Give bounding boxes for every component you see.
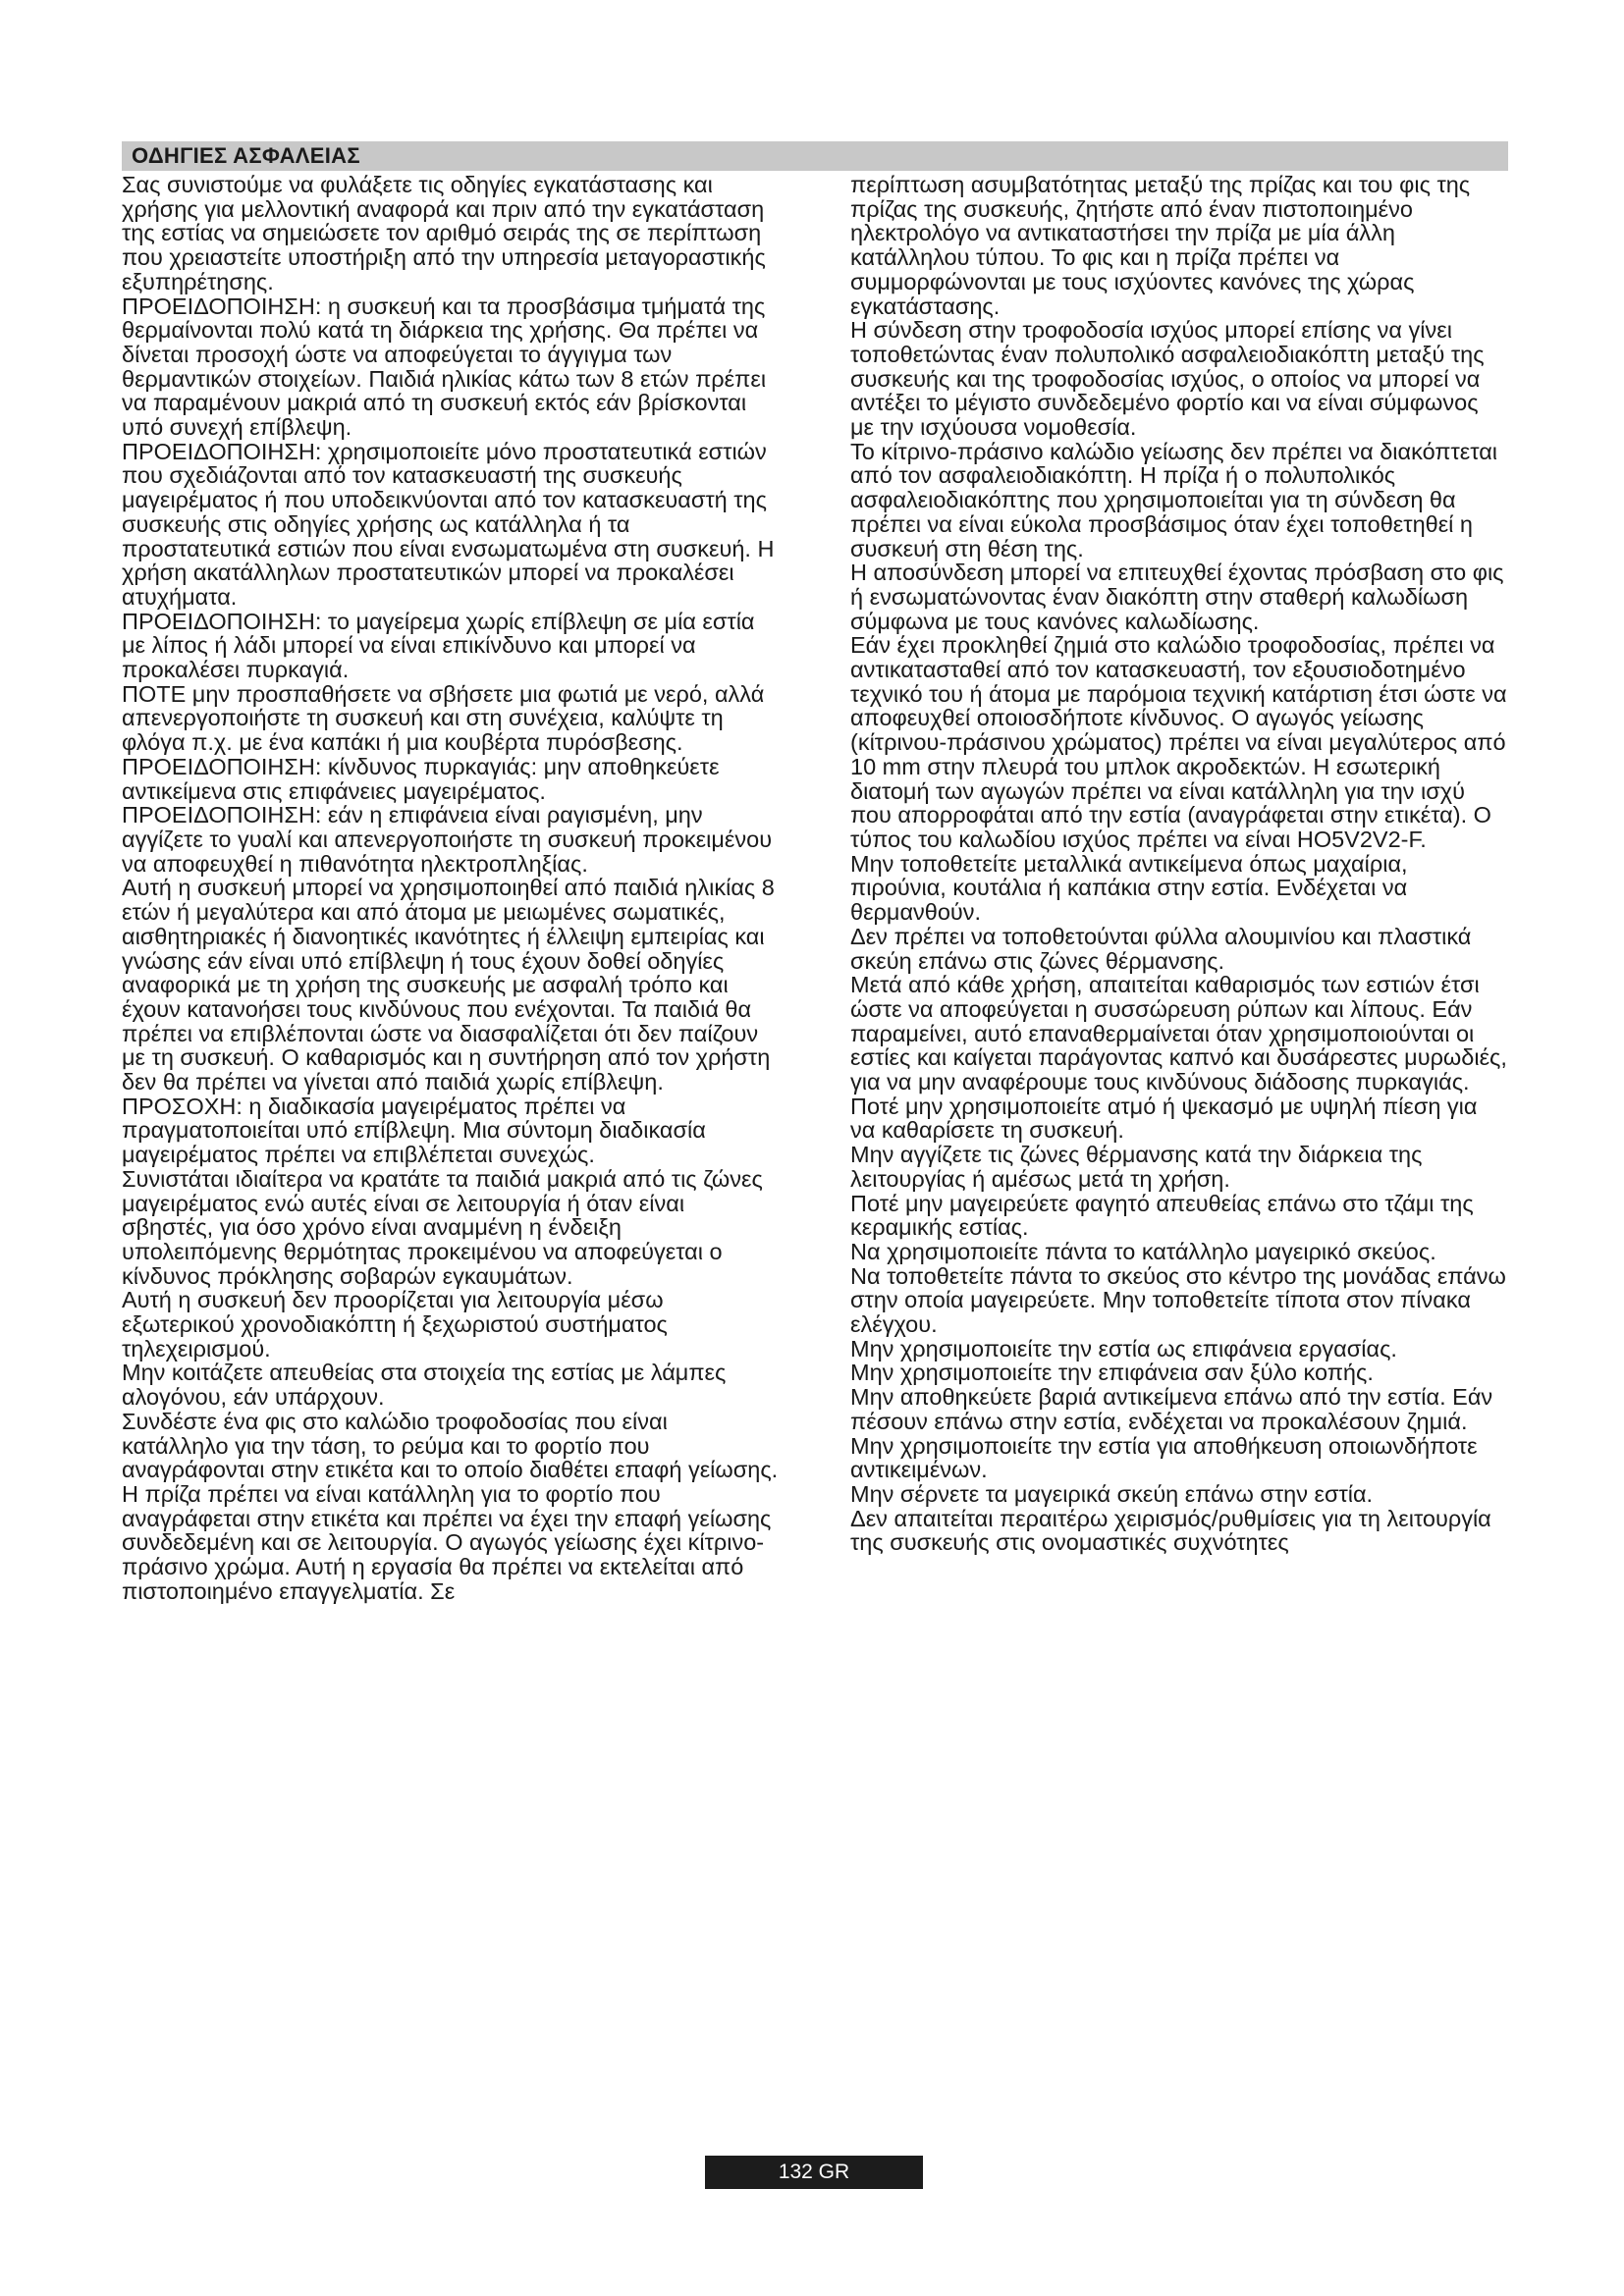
paragraph: ΠΡΟΣΟΧΗ: η διαδικασία μαγειρέματος πρέπει να πραγματοποιείται υπό επίβλεψη. Μια σύντομη διαδικασία μαγειρέματος πρέπει να επιβλέπεται συνεχώς. — [122, 1093, 706, 1168]
page-number: 132 GR — [778, 2161, 850, 2183]
paragraph: ΠΡΟΕΙΔΟΠΟΙΗΣΗ: η συσκευή και τα προσβάσιμα τμήματά της θερμαίνονται πολύ κατά τη διάρκεια της χρήσης. Θα πρέπει να δίνεται προσοχή ώστε να αποφεύγεται το άγγιγμα των θερμαντικών στοιχείων. Παιδιά ηλικίας κάτω των 8 ετών πρέπει να παραμένουν μακριά από τη συσκευή εκτός εάν βρίσκονται υπό συνεχή επίβλεψη. — [122, 293, 767, 441]
paragraph: Μην αποθηκεύετε βαριά αντικείμενα επάνω από την εστία. Εάν πέσουν επάνω στην εστία, ενδέχεται να προκαλέσουν ζημιά. — [850, 1384, 1493, 1434]
paragraph: Η αποσύνδεση μπορεί να επιτευχθεί έχοντας πρόσβαση στο φις ή ενσωματώνοντας έναν διακόπτη στην σταθερή καλωδίωση σύμφωνα με τους κανόνες καλωδίωσης. — [850, 560, 1504, 634]
paragraph: Μην χρησιμοποιείτε την εστία για αποθήκευση οποιωνδήποτε αντικειμένων. — [850, 1432, 1478, 1483]
left-text-column — [122, 173, 780, 1603]
paragraph: ΠΡΟΕΙΔΟΠΟΙΗΣΗ: κίνδυνος πυρκαγιάς: μην αποθηκεύετε αντικείμενα στις επιφάνειες μαγειρέματος. — [122, 753, 720, 804]
paragraph: ΠΡΟΕΙΔΟΠΟΙΗΣΗ: χρησιμοποιείτε μόνο προστατευτικά εστιών που σχεδιάζονται από τον κατασκευαστή της συσκευής μαγειρέματος ή που υποδεικνύονται από τον κατασκευαστή της συσκευής στις οδηγίες χρήσης ως κατάλληλα ή τα προστατευτικά εστιών που είναι ενσωματωμένα στη συσκευή. Η χρήση ακατάλληλων προστατευτικών μπορεί να προκαλέσει ατυχήματα. — [122, 438, 775, 610]
paragraph: ΠΡΟΕΙΔΟΠΟΙΗΣΗ: το μαγείρεμα χωρίς επίβλεψη σε μία εστία με λίπος ή λάδι μπορεί να είναι επικίνδυνο και μπορεί να προκαλέσει πυρκαγιά. — [122, 608, 755, 683]
section-header-bar — [122, 141, 1508, 171]
paragraph: Να χρησιμοποιείτε πάντα το κατάλληλο μαγειρικό σκεύος. — [850, 1238, 1436, 1264]
paragraph: Μην σέρνετε τα μαγειρικά σκεύη επάνω στην εστία. — [850, 1480, 1374, 1507]
paragraph: Μην κοιτάζετε απευθείας στα στοιχεία της εστίας με λάμπες αλογόνου, εάν υπάρχουν. — [122, 1360, 727, 1411]
paragraph: ΠΟΤΕ μην προσπαθήσετε να σβήσετε μια φωτιά με νερό, αλλά απενεργοποιήστε τη συσκευή και στη συνέχεια, καλύψτε τη φλόγα π.χ. με ένα καπάκι ή μια κουβέρτα πυρόσβεσης. — [122, 680, 765, 756]
paragraph: Δεν πρέπει να τοποθετούνται φύλλα αλουμινίου και πλαστικά σκεύη επάνω στις ζώνες θέρμανσης. — [850, 923, 1472, 974]
paragraph: Μην αγγίζετε τις ζώνες θέρμανσης κατά την διάρκεια της λειτουργίας ή αμέσως μετά τη χρήση. — [850, 1142, 1423, 1192]
paragraph: Σας συνιστούμε να φυλάξετε τις οδηγίες εγκατάστασης και χρήσης για μελλοντική αναφορά και πριν από την εγκατάσταση της εστίας να σημειώσετε τον αριθμό σειράς της σε περίπτωση που χρειαστείτε υποστήριξη από την υπηρεσία μεταγοραστικής εξυπηρέτησης. — [122, 172, 766, 294]
paragraph: ΠΡΟΕΙΔΟΠΟΙΗΣΗ: εάν η επιφάνεια είναι ραγισμένη, μην αγγίζετε το γυαλί και απενεργοποιήστε τη συσκευή προκειμένου να αποφευχθεί η πιθανότητα ηλεκτροπληξίας. — [122, 802, 773, 877]
paragraph: Ποτέ μην χρησιμοποιείτε ατμό ή ψεκασμό με υψηλή πίεση για να καθαρίσετε τη συσκευή. — [850, 1093, 1478, 1144]
paragraph: Αυτή η συσκευή δεν προορίζεται για λειτουργία μέσω εξωτερικού χρονοδιακόπτη ή ξεχωριστού συστήματος τηλεχειρισμού. — [122, 1287, 668, 1362]
paragraph: Εάν έχει προκληθεί ζημιά στο καλώδιο τροφοδοσίας, πρέπει να αντικατασταθεί από τον κατασκευαστή, τον εξουσιοδοτημένο τεχνικό του ή άτομα με παρόμοια τεχνική κατάρτιση έτσι ώστε να αποφευχθεί οποιοσδήποτε κίνδυνος. Ο αγωγός γείωσης (κίτρινου-πράσινου χρώματος) πρέπει να είναι μεγαλύτερος από 10 mm στην πλευρά του μπλοκ ακροδεκτών. Η εσωτερική διατομή των αγωγών πρέπει να είναι κατάλληλη για την ισχύ που απορροφάται από την εστία (αναγράφεται στην ετικέτα). Ο τύπος του καλωδίου ισχύος πρέπει να είναι HO5V2V2-F. — [850, 632, 1507, 852]
paragraph: Μην χρησιμοποιείτε την επιφάνεια σαν ξύλο κοπής. — [850, 1360, 1374, 1386]
section-title: ΟΔΗΓΙΕΣ ΑΣΦΑΛΕΙΑΣ — [132, 143, 360, 168]
paragraph: Δεν απαιτείται περαιτέρω χειρισμός/ρυθμίσεις για τη λειτουργία της συσκευής στις ονομαστικές συχνότητες — [850, 1505, 1491, 1556]
paragraph: περίπτωση ασυμβατότητας μεταξύ της πρίζας και του φις της πρίζας της συσκευής, ζητήστε από έναν πιστοποιημένο ηλεκτρολόγο να αντικαταστήσει την πρίζα με μία άλλη κατάλληλου τύπου. Το φις και η πρίζα πρέπει να συμμορφώνονται με τους ισχύοντες κανόνες της χώρας εγκατάστασης. — [850, 172, 1471, 319]
paragraph: Αυτή η συσκευή μπορεί να χρησιμοποιηθεί από παιδιά ηλικίας 8 ετών ή μεγαλύτερα και από άτομα με μειωμένες σωματικές, αισθητηριακές ή διανοητικές ικανότητες ή έλλειψη εμπειρίας και γνώσης εάν είναι υπό επίβλεψη ή τους έχουν δοθεί οδηγίες αναφορικά με τη χρήση της συσκευής με ασφαλή τρόπο και έχουν κατανοήσει τους κινδύνους που ενέχονται. Τα παιδιά θα πρέπει να επιβλέπονται ώστε να διασφαλίζεται ότι δεν παίζουν με τη συσκευή. Ο καθαρισμός και η συντήρηση από τον χρήστη δεν θα πρέπει να γίνεται από παιδιά χωρίς επίβλεψη. — [122, 875, 775, 1095]
page-number-badge — [705, 2156, 923, 2189]
paragraph: Να τοποθετείτε πάντα το σκεύος στο κέντρο της μονάδας επάνω στην οποία μαγειρεύετε. Μην τοποθετείτε τίποτα στον πίνακα ελέγχου. — [850, 1262, 1506, 1338]
paragraph: Μην χρησιμοποιείτε την εστία ως επιφάνεια εργασίας. — [850, 1335, 1397, 1362]
paragraph: Το κίτρινο-πράσινο καλώδιο γείωσης δεν πρέπει να διακόπτεται από τον ασφαλειοδιακόπτη. Η πρίζα ή ο πολυπολικός ασφαλειοδιακόπτης που χρησιμοποιείται για τη σύνδεση θα πρέπει να είναι εύκολα προσβάσιμος όταν έχει τοποθετηθεί η συσκευή στη θέση της. — [850, 438, 1498, 561]
paragraph: Μετά από κάθε χρήση, απαιτείται καθαρισμός των εστιών έτσι ώστε να αποφεύγεται η συσσώρευση ρύπων και λίπους. Εάν παραμείνει, αυτό επαναθερμαίνεται όταν χρησιμοποιούνται οι εστίες και καίγεται παράγοντας καπνό και δυσάρεστες μυρωδιές, για να μην αναφέρουμε τους κινδύνους διάδοσης πυρκαγιάς. — [850, 972, 1507, 1095]
right-text-column — [850, 173, 1508, 1555]
paragraph: Μην τοποθετείτε μεταλλικά αντικείμενα όπως μαχαίρια, πιρούνια, κουτάλια ή καπάκια στην εστία. Ενδέχεται να θερμανθούν. — [850, 850, 1408, 926]
paragraph: Συνιστάται ιδιαίτερα να κρατάτε τα παιδιά μακριά από τις ζώνες μαγειρέματος ενώ αυτές είναι σε λειτουργία ή όταν είναι σβηστές, για όσο χρόνο είναι αναμμένη η ένδειξη υπολειπόμενης θερμότητας προκειμένου να αποφεύγεται ο κίνδυνος πρόκλησης σοβαρών εγκαυμάτων. — [122, 1165, 763, 1289]
paragraph: Η σύνδεση στην τροφοδοσία ισχύος μπορεί επίσης να γίνει τοποθετώντας έναν πολυπολικό ασφαλειοδιακόπτη μεταξύ της συσκευής και της τροφοδοσίας ισχύος, ο οποίος να μπορεί να αντέξει το μέγιστο συνδεδεμένο φορτίο και να είναι σύμφωνος με την ισχύουσα νομοθεσία. — [850, 317, 1485, 441]
paragraph: Ποτέ μην μαγειρεύετε φαγητό απευθείας επάνω στο τζάμι της κεραμικής εστίας. — [850, 1190, 1474, 1241]
paragraph: Συνδέστε ένα φις στο καλώδιο τροφοδοσίας που είναι κατάλληλο για την τάση, το ρεύμα και το φορτίο που αναγράφονται στην ετικέτα και το οποίο διαθέτει επαφή γείωσης. Η πρίζα πρέπει να είναι κατάλληλη για το φορτίο που αναγράφεται στην ετικέτα και πρέπει να έχει την επαφή γείωσης συνδεδεμένη και σε λειτουργία. Ο αγωγός γείωσης έχει κίτρινο-πράσινο χρώμα. Αυτή η εργασία θα πρέπει να εκτελείται από πιστοποιημένο επαγγελματία. Σε — [122, 1408, 779, 1604]
